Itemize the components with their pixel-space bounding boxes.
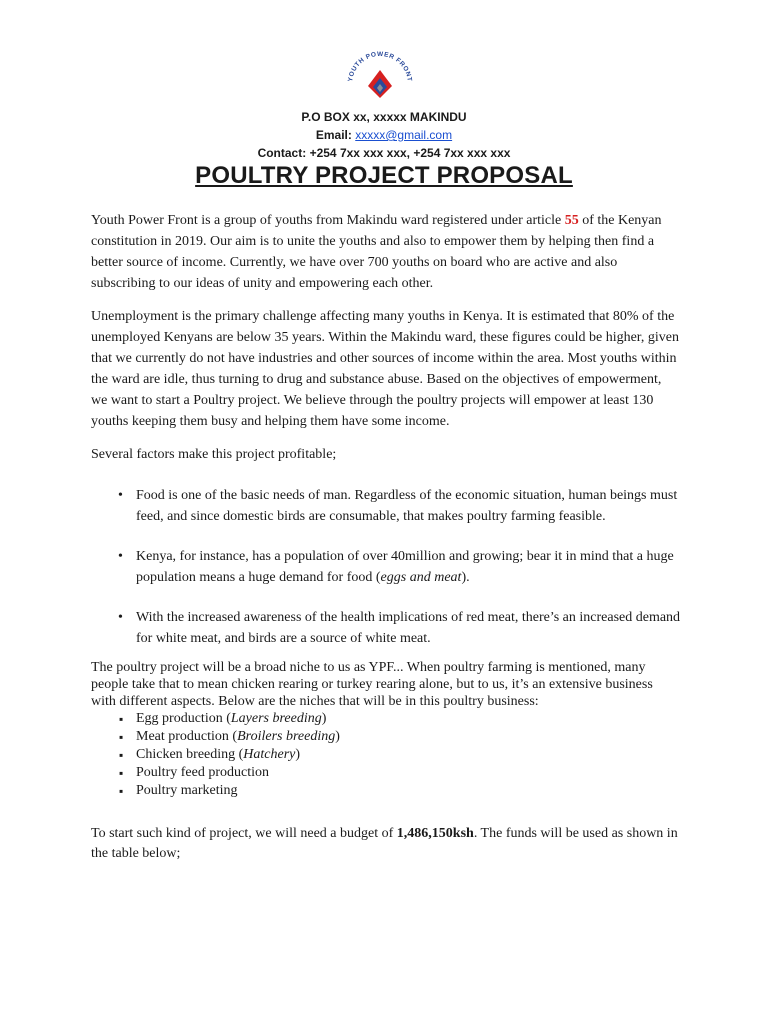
logo-text: YOUTH POWER FRONT [347, 50, 413, 83]
factors-list [91, 485, 681, 649]
contact-label: Contact: [257, 146, 307, 160]
list-item: ▪ Meat production (Broilers breeding) [136, 728, 681, 746]
niches-paragraph: The poultry project will be a broad niche to us as YPF... When poultry farming is mentioned, many people take that to mean chicken rearing or turkey rearing alone, but to us, it’s an extensive business with different aspects. Below are the niches that will be in this poultry business: [91, 660, 653, 709]
article-number: 55 [564, 213, 579, 228]
budget-text-end: . The funds will be used as shown in the table below; [91, 826, 678, 861]
list-item: ▪ Egg production (Layers breeding) [136, 710, 681, 728]
factor-text: Kenya, for instance, has a population of over 40million and growing; bear it in mind that a huge population means a huge demand for food ( [136, 549, 674, 585]
youth-power-front-logo [340, 40, 420, 110]
email-line [0, 126, 768, 144]
factors-intro: Several factors make this project profitable; [91, 447, 337, 462]
factor-emphasis: eggs and meat [380, 570, 462, 585]
niches-list [91, 710, 681, 800]
list-item: • Food is one of the basic needs of man. Regardless of the economic situation, human beings must feed, and since domestic birds are consumable, that makes poultry farming feasible. [136, 485, 681, 527]
list-item: ▪ Chicken breeding (Hatchery) [136, 746, 681, 764]
intro-text: Youth Power Front is a group of youths from Makindu ward registered under article [91, 213, 565, 228]
factor-text-end: ). [461, 570, 470, 585]
budget-text: To start such kind of project, we will need a budget of [91, 826, 397, 841]
intro-text-cont: of the Kenyan constitution in 2019. Our aim is to unite the youths and also to empower them by helping then find a better source of income. Currently, we have over 700 youths on board who are active and also subscribing to our ideas of unity and empowering each other. [91, 213, 662, 291]
budget-paragraph [91, 824, 681, 864]
intro-paragraph [91, 210, 681, 294]
email-label: Email: [315, 128, 352, 142]
list-item: • With the increased awareness of the health implications of red meat, there’s an increased demand for white meat, and birds are a source of white meat. [136, 607, 681, 649]
page-title: POULTRY PROJECT PROPOSAL [195, 162, 573, 189]
contact-line [0, 144, 768, 162]
list-item: ▪ Poultry marketing [136, 782, 681, 800]
letterhead [0, 108, 768, 162]
list-item: ▪ Poultry feed production [136, 764, 681, 782]
address-line: P.O BOX xx, xxxxx MAKINDU [301, 110, 467, 124]
list-item [136, 546, 681, 588]
email-link[interactable]: xxxxx@gmail.com [355, 128, 453, 142]
document-body [91, 210, 681, 864]
contact-numbers: +254 7xx xxx xxx, +254 7xx xxx xxx [309, 146, 511, 160]
unemployment-paragraph: Unemployment is the primary challenge affecting many youths in Kenya. It is estimated that 80% of the unemployed Kenyans are below 35 years. Within the Makindu ward, these figures could be higher, given that we currently do not have industries and other sources of income within the area. Most youths within the ward are idle, thus turning to drug and substance abuse. Based on the objectives of empowerment, we want to start a Poultry project. We believe through the poultry projects will empower at least 130 youths keeping them busy and helping them have some income. [91, 309, 680, 429]
budget-amount: 1,486,150ksh [396, 826, 474, 841]
